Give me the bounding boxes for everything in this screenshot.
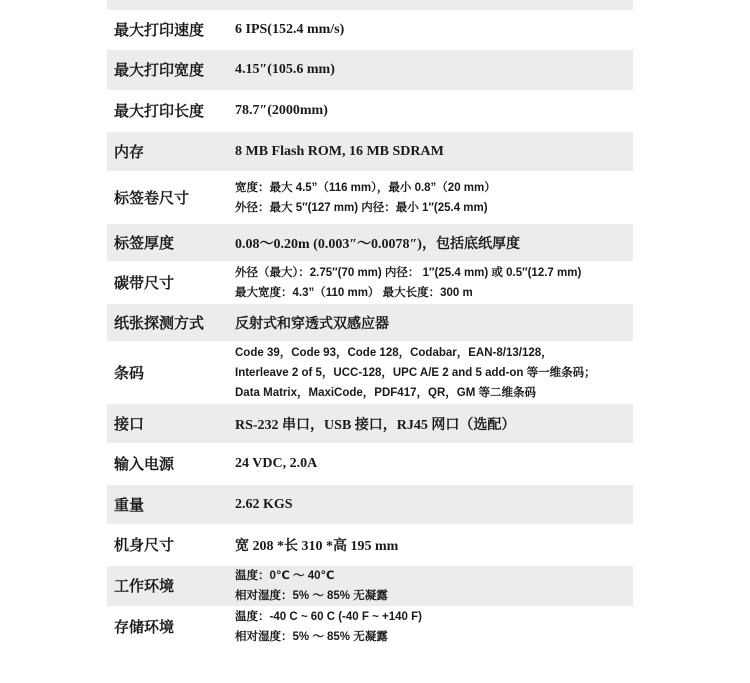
spec-value-line: 外径（最大）：2.75″(70 mm) 内径： 1″(25.4 mm) 或 0.5″(12.7 mm) xyxy=(235,266,582,279)
spec-value-line: 宽度：最大 4.5”（116 mm），最小 0.8”（20 mm） xyxy=(235,181,496,194)
spec-row-barcode xyxy=(107,342,633,404)
spec-value xyxy=(235,62,633,78)
spec-value-line: 相对湿度：5% ～ 85% 无凝露 xyxy=(235,590,388,602)
spec-value xyxy=(235,456,633,472)
spec-value-line: 8 MB Flash ROM, 16 MB SDRAM xyxy=(235,143,444,159)
spec-row-media-sensor xyxy=(107,304,633,342)
spec-value xyxy=(235,535,633,555)
spec-label: 碳带尺寸 xyxy=(114,273,175,292)
spec-value-line: Data Matrix，MaxiCode，PDF417，QR，GM 等二维条码 xyxy=(235,386,536,399)
spec-table xyxy=(107,0,633,648)
spec-value-line: 78.7″(2000mm) xyxy=(235,103,328,118)
spec-value xyxy=(235,263,633,303)
spec-value-line: 温度：-40 C ~ 60 C (-40 F ~ +140 F) xyxy=(235,611,422,623)
spec-row-operating-environment xyxy=(107,566,633,607)
spec-value xyxy=(235,233,633,253)
spec-row-interface xyxy=(107,404,633,444)
spec-label: 纸张探测方式 xyxy=(114,313,205,332)
spec-label: 机身尺寸 xyxy=(114,536,175,554)
spec-value-line: 反射式和穿透式双感应器 xyxy=(235,316,389,332)
spec-label: 重量 xyxy=(114,495,145,514)
spec-value-line: RS-232 串口，USB 接口，RJ45 网口（选配） xyxy=(235,417,516,433)
spec-value xyxy=(235,178,633,218)
spec-value xyxy=(235,22,633,38)
spec-value-line: 2.62 KGS xyxy=(235,496,293,512)
spec-value xyxy=(235,343,633,403)
spec-value xyxy=(235,144,633,160)
spec-row-label-thickness xyxy=(107,224,633,262)
spec-value-line: 相对湿度：5% ～ 85% 无凝露 xyxy=(235,631,388,643)
spec-label: 最大打印长度 xyxy=(114,102,205,120)
spec-row-print-speed xyxy=(107,10,633,50)
spec-value-line: 宽 208 *长 310 *高 195 mm xyxy=(235,539,399,554)
spec-value-line: Code 39，Code 93，Code 128，Codabar，EAN-8/13/128， xyxy=(235,346,553,359)
spec-row-memory xyxy=(107,132,633,172)
spec-value xyxy=(235,607,633,647)
spec-label: 工作环境 xyxy=(114,577,175,595)
spec-value-line: 4.15″(105.6 mm) xyxy=(235,62,335,77)
spec-label: 条码 xyxy=(114,363,145,382)
spec-label: 标签卷尺寸 xyxy=(114,188,190,207)
spec-value-line: Interleave 2 of 5，UCC-128，UPC A/E 2 and 5 add-on 等一维条码； xyxy=(235,366,596,379)
spec-row-power-input xyxy=(107,444,633,485)
spec-row-ribbon-size xyxy=(107,262,633,304)
spec-value-line: 24 VDC, 2.0A xyxy=(235,456,318,471)
spec-row-print-width xyxy=(107,50,633,91)
spec-value-line: 6 IPS(152.4 mm/s) xyxy=(235,21,345,37)
spec-value-line: 0.08～0.20m (0.003″～0.0078″)，包括底纸厚度 xyxy=(235,236,520,252)
spec-value-line: 最大宽度：4.3”（110 mm） 最大长度：300 m xyxy=(235,286,473,299)
spec-value-line: 外径：最大 5″(127 mm) 内径：最小 1″(25.4 mm) xyxy=(235,201,488,214)
spec-row-storage-environment xyxy=(107,607,633,648)
spec-value-line: 温度：0℃ ～ 40℃ xyxy=(235,570,335,582)
spec-value xyxy=(235,313,633,333)
spec-label: 输入电源 xyxy=(114,455,175,473)
spec-row-print-length xyxy=(107,91,633,132)
table-top-strip xyxy=(107,0,633,10)
spec-label: 最大打印速度 xyxy=(114,20,205,39)
spec-label: 最大打印宽度 xyxy=(114,61,205,79)
spec-row-label-roll-size xyxy=(107,172,633,224)
spec-value xyxy=(235,497,633,513)
spec-row-weight xyxy=(107,485,633,525)
spec-value xyxy=(235,414,633,434)
spec-label: 存储环境 xyxy=(114,618,175,636)
spec-label: 标签厚度 xyxy=(114,233,175,252)
spec-label: 内存 xyxy=(114,142,145,161)
spec-value xyxy=(235,566,633,606)
spec-label: 接口 xyxy=(114,414,145,433)
spec-value xyxy=(235,103,633,119)
spec-row-body-dimensions xyxy=(107,525,633,566)
